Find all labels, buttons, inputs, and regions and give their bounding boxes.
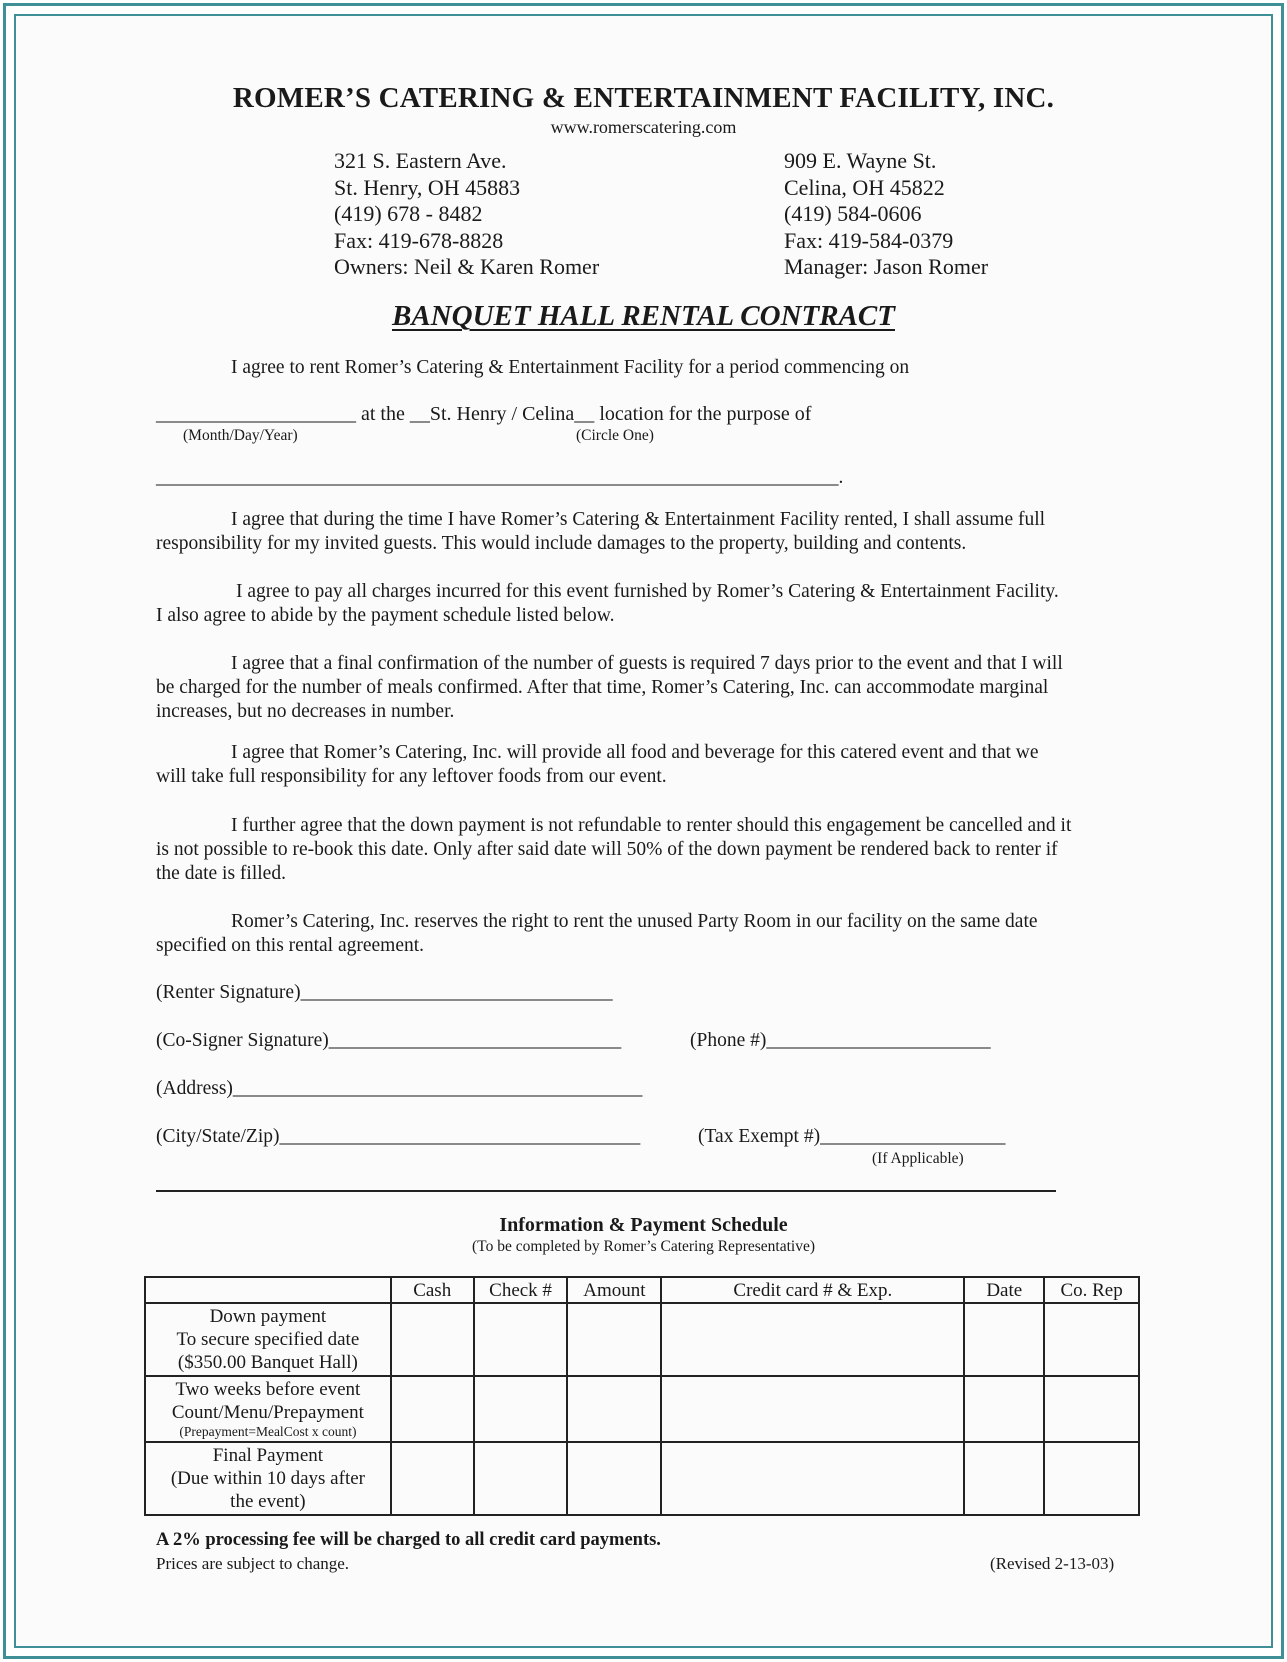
schedule-title: Information & Payment Schedule [499, 1214, 788, 1236]
header-amount: Amount [567, 1277, 661, 1303]
purpose-line[interactable]: ______________________________________________________________________. [156, 467, 844, 488]
cosigner-signature-field[interactable]: (Co-Signer Signature)______________________________ [156, 1030, 622, 1051]
paragraph-charges: I agree to pay all charges incurred for this event furnished by Romer’s Catering & Entertainment Facility. I also agree to abide by the payment schedule listed below. [156, 581, 1059, 626]
header-blank [145, 1277, 391, 1303]
row-label-two-weeks: Two weeks before event Count/Menu/Prepayment (Prepayment=MealCost x count) [145, 1376, 391, 1442]
row-label-final-payment: Final Payment (Due within 10 days after the event) [145, 1442, 391, 1515]
city: Celina, OH 45822 [784, 174, 945, 200]
table-row [145, 1376, 1139, 1442]
payment-schedule-table [144, 1276, 1140, 1516]
street: 321 S. Eastern Ave. [334, 148, 507, 173]
street: 909 E. Wayne St. [784, 148, 937, 173]
renter-signature-field[interactable]: (Renter Signature)________________________________ [156, 982, 613, 1003]
row-label-down-payment: Down payment To secure specified date ($350.00 Banquet Hall) [145, 1303, 391, 1376]
fax: Fax: 419-584-0379 [784, 227, 954, 253]
contact: Owners: Neil & Karen Romer [334, 254, 600, 279]
fax: Fax: 419-678-8828 [334, 227, 504, 253]
cell-co-rep[interactable] [1044, 1303, 1139, 1376]
city-state-zip-field[interactable]: (City/State/Zip)_____________________________________ [156, 1126, 641, 1147]
prices-note: Prices are subject to change. [156, 1554, 350, 1573]
header-date: Date [964, 1277, 1044, 1303]
contract-title: BANQUET HALL RENTAL CONTRACT [392, 300, 895, 332]
cell-check[interactable] [474, 1303, 568, 1376]
revised-date: (Revised 2-13-03) [990, 1554, 1115, 1573]
purpose-text: location for the purpose of [594, 403, 812, 425]
company-website: www.romerscatering.com [550, 117, 737, 137]
cell-credit-card[interactable] [661, 1303, 964, 1376]
header-check: Check # [474, 1277, 568, 1303]
cell-cash[interactable] [391, 1442, 474, 1515]
address-celina [784, 148, 988, 281]
table-header-row [145, 1277, 1139, 1303]
cell-credit-card[interactable] [661, 1376, 964, 1442]
address-field[interactable]: (Address)__________________________________________ [156, 1078, 643, 1099]
paragraph-food: I agree that Romer’s Catering, Inc. will provide all food and beverage for this catered event and that we will take full responsibility for any leftover foods from our event. [156, 742, 1039, 787]
at-the-text: at the [356, 403, 410, 425]
location-choice[interactable]: __St. Henry / Celina__ [409, 403, 595, 425]
paragraph-responsibility: I agree that during the time I have Romer’s Catering & Entertainment Facility rented, I shall assume full responsibility for my invited guests. This would include damages to the property, building and contents. [156, 509, 1046, 554]
date-caption: (Month/Day/Year) [183, 427, 298, 444]
tax-exempt-field[interactable]: (Tax Exempt #)___________________ [698, 1126, 1006, 1147]
phone: (419) 678 - 8482 [334, 201, 483, 226]
cell-co-rep[interactable] [1044, 1376, 1139, 1442]
phone: (419) 584-0606 [784, 201, 922, 226]
header-cash: Cash [391, 1277, 474, 1303]
date-blank[interactable]: ____________________ [156, 403, 356, 425]
schedule-subtitle: (To be completed by Romer’s Catering Representative) [472, 1238, 815, 1255]
cell-credit-card[interactable] [661, 1442, 964, 1515]
rental-line [156, 402, 811, 426]
cell-date[interactable] [964, 1442, 1044, 1515]
cell-amount[interactable] [567, 1442, 661, 1515]
intro-text: I agree to rent Romer’s Catering & Entertainment Facility for a period commencing on [231, 357, 910, 378]
cell-check[interactable] [474, 1442, 568, 1515]
cell-date[interactable] [964, 1303, 1044, 1376]
circle-caption: (Circle One) [576, 427, 654, 444]
contact: Manager: Jason Romer [784, 254, 989, 279]
cell-co-rep[interactable] [1044, 1442, 1139, 1515]
cell-amount[interactable] [567, 1303, 661, 1376]
phone-field[interactable]: (Phone #)_______________________ [690, 1030, 991, 1051]
table-row [145, 1442, 1139, 1515]
paragraph-confirmation: I agree that a final confirmation of the number of guests is required 7 days prior to the event and that I will be charged for the number of meals confirmed. After that time, Romer’s Catering, Inc. can accommodate marginal increases, but no decreases in number. [156, 653, 1063, 722]
cell-date[interactable] [964, 1376, 1044, 1442]
cell-cash[interactable] [391, 1376, 474, 1442]
processing-fee-note: A 2% processing fee will be charged to all credit card payments. [156, 1530, 661, 1550]
tax-exempt-note: (If Applicable) [872, 1150, 964, 1167]
paragraph-down-payment: I further agree that the down payment is not refundable to renter should this engagement be cancelled and it is not possible to re-book this date. Only after said date will 50% of the down payment be rendered back to renter if the date is filled. [156, 815, 1072, 884]
address-st-henry [334, 148, 599, 281]
table-row [145, 1303, 1139, 1376]
company-name: ROMER’S CATERING & ENTERTAINMENT FACILITY, INC. [232, 82, 1055, 114]
header-co-rep: Co. Rep [1044, 1277, 1139, 1303]
cell-check[interactable] [474, 1376, 568, 1442]
header-credit-card: Credit card # & Exp. [661, 1277, 964, 1303]
cell-cash[interactable] [391, 1303, 474, 1376]
cell-amount[interactable] [567, 1376, 661, 1442]
paragraph-party-room: Romer’s Catering, Inc. reserves the right to rent the unused Party Room in our facility on the same date specified on this rental agreement. [156, 911, 1038, 956]
city: St. Henry, OH 45883 [334, 174, 521, 200]
section-divider [156, 1190, 1056, 1192]
